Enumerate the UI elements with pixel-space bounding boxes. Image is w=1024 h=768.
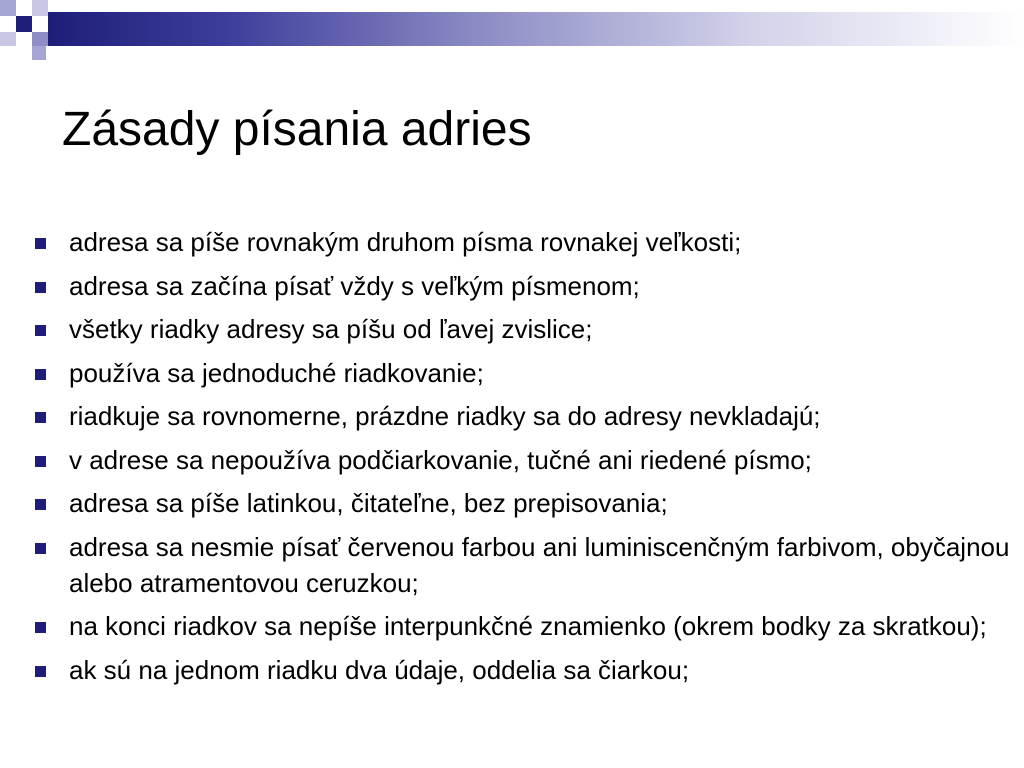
bullet-text: adresa sa píše latinkou, čitateľne, bez prepisovania; [69,488,668,518]
bullet-text: používa sa jednoduché riadkovanie; [69,357,484,388]
bullet-item [0,442,1024,478]
bullet-item [0,608,1024,644]
decor-square [32,32,48,46]
decor-square [32,46,46,60]
square-bullet-icon [35,325,46,336]
bullet-item [0,398,1024,434]
decor-square [16,0,32,16]
decor-square [0,32,16,46]
square-bullet-icon [35,622,46,633]
square-bullet-icon [35,282,46,293]
bullet-list [0,224,1024,695]
gradient-band [48,12,1024,46]
decor-square [16,32,32,46]
decor-square [0,0,16,16]
bullet-text: všetky riadky adresy sa píšu od ľavej zvislice; [69,314,593,344]
bullet-item [0,355,1024,391]
bullet-text: ak sú na jednom riadku dva údaje, oddelia sa čiarkou; [69,654,690,685]
bullet-text: riadkuje sa rovnomerne, prázdne riadky sa do adresy nevkladajú; [69,401,821,431]
bullet-text: adresa sa píše rovnakým druhom písma rovnakej veľkosti; [69,227,742,257]
decor-square [32,16,48,32]
decor-square [48,0,64,12]
square-bullet-icon [35,666,46,677]
decor-square [0,16,16,32]
square-bullet-icon [35,499,46,510]
bullet-item [0,311,1024,347]
bullet-text: v adrese sa nepoužíva podčiarkovanie, tučné ani riedené písmo; [69,444,812,475]
bullet-text: adresa sa nesmie písať červenou farbou ani luminiscenčným farbivom, obyčajnou alebo atramentovou ceruzkou; [69,531,1010,598]
bullet-item [0,268,1024,304]
bullet-text: na konci riadkov sa nepíše interpunkčné znamienko (okrem bodky za skratkou); [69,611,987,641]
decor-square [16,16,32,32]
square-bullet-icon [35,238,46,249]
square-bullet-icon [35,543,46,554]
slide-title: Zásady písania adries [62,103,532,156]
bullet-item [0,485,1024,521]
square-bullet-icon [35,369,46,380]
decor-square [32,0,48,16]
bullet-item [0,529,1024,601]
square-bullet-icon [35,412,46,423]
bullet-item [0,224,1024,260]
square-bullet-icon [35,456,46,467]
bullet-text: adresa sa začína písať vždy s veľkým písmenom; [69,270,640,301]
bullet-item [0,652,1024,688]
